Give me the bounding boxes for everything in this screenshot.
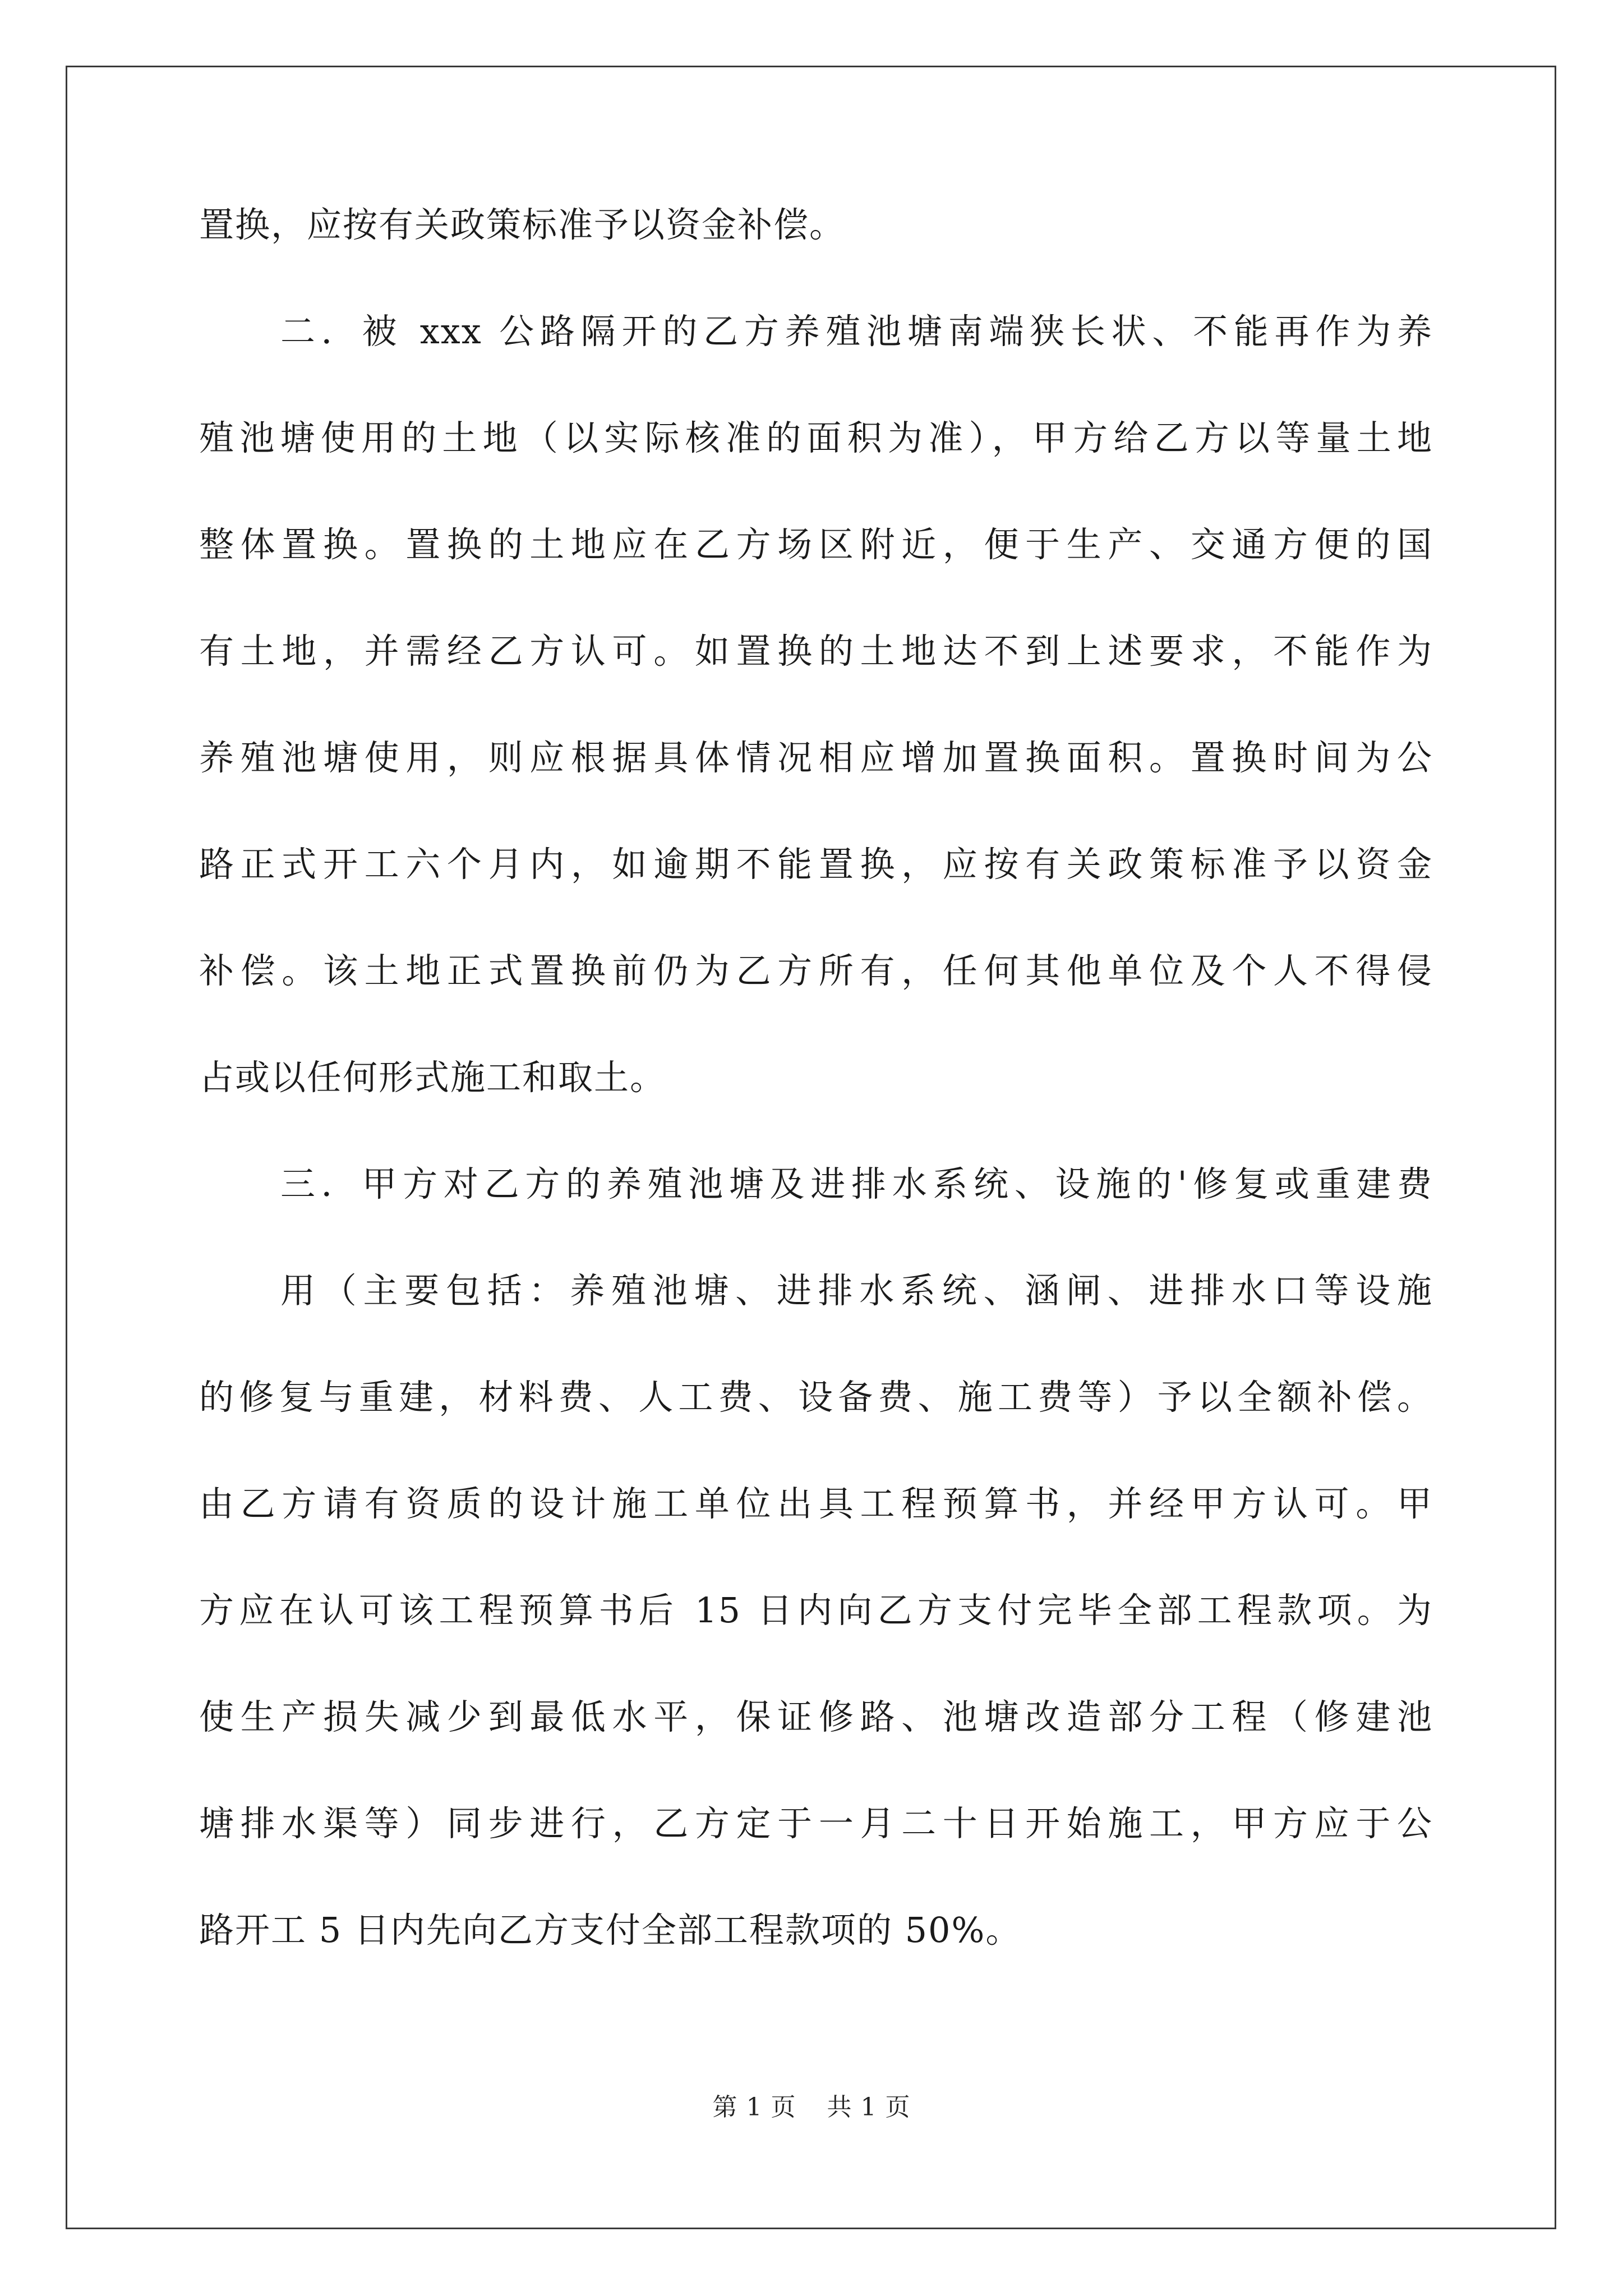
paragraph-line: 占或以任何形式施工和取土。 [199, 1057, 666, 1098]
paragraph-line: 的修复与重建，材料费、人工费、设备费、施工费等）予以全额补偿。 [199, 1377, 1433, 1418]
paragraph-line: 塘排水渠等）同步进行，乙方定于一月二十日开始施工，甲方应于公 [199, 1803, 1433, 1844]
paragraph-line: 方应在认可该工程预算书后 15 日内向乙方支付完毕全部工程款项。为 [199, 1590, 1433, 1631]
paragraph-line: 置换，应按有关政策标准予以资金补偿。 [199, 204, 846, 245]
page-total: 共 1 页 [827, 2093, 911, 2122]
paragraph-line: 路开工 5 日内先向乙方支付全部工程款项的 50%。 [199, 1910, 1022, 1950]
page-footer [0, 2087, 1623, 2123]
page-number: 第 1 页 [712, 2093, 796, 2122]
paragraph-line: 养殖池塘使用，则应根据具体情况相应增加置换面积。置换时间为公 [199, 737, 1433, 778]
paragraph-line: 整体置换。置换的土地应在乙方场区附近，便于生产、交通方便的国 [199, 524, 1433, 565]
paragraph-line: 三．甲方对乙方的养殖池塘及进排水系统、设施的'修复或重建费 [280, 1163, 1433, 1204]
paragraph-line: 殖池塘使用的土地（以实际核准的面积为准），甲方给乙方以等量土地 [199, 417, 1433, 458]
paragraph-line: 用（主要包括：养殖池塘、进排水系统、涵闸、进排水口等设施 [280, 1270, 1433, 1311]
paragraph-line: 二．被 xxx 公路隔开的乙方养殖池塘南端狭长状、不能再作为养 [280, 311, 1433, 352]
paragraph-line: 由乙方请有资质的设计施工单位出具工程预算书，并经甲方认可。甲 [199, 1483, 1433, 1524]
paragraph-line: 有土地，并需经乙方认可。如置换的土地达不到上述要求，不能作为 [199, 631, 1433, 671]
paragraph-line: 补偿。该土地正式置换前仍为乙方所有，任何其他单位及个人不得侵 [199, 950, 1433, 991]
document-body [199, 204, 1433, 2019]
paragraph-line: 路正式开工六个月内，如逾期不能置换，应按有关政策标准予以资金 [199, 844, 1433, 885]
paragraph-line: 使生产损失减少到最低水平，保证修路、池塘改造部分工程（修建池 [199, 1696, 1433, 1737]
